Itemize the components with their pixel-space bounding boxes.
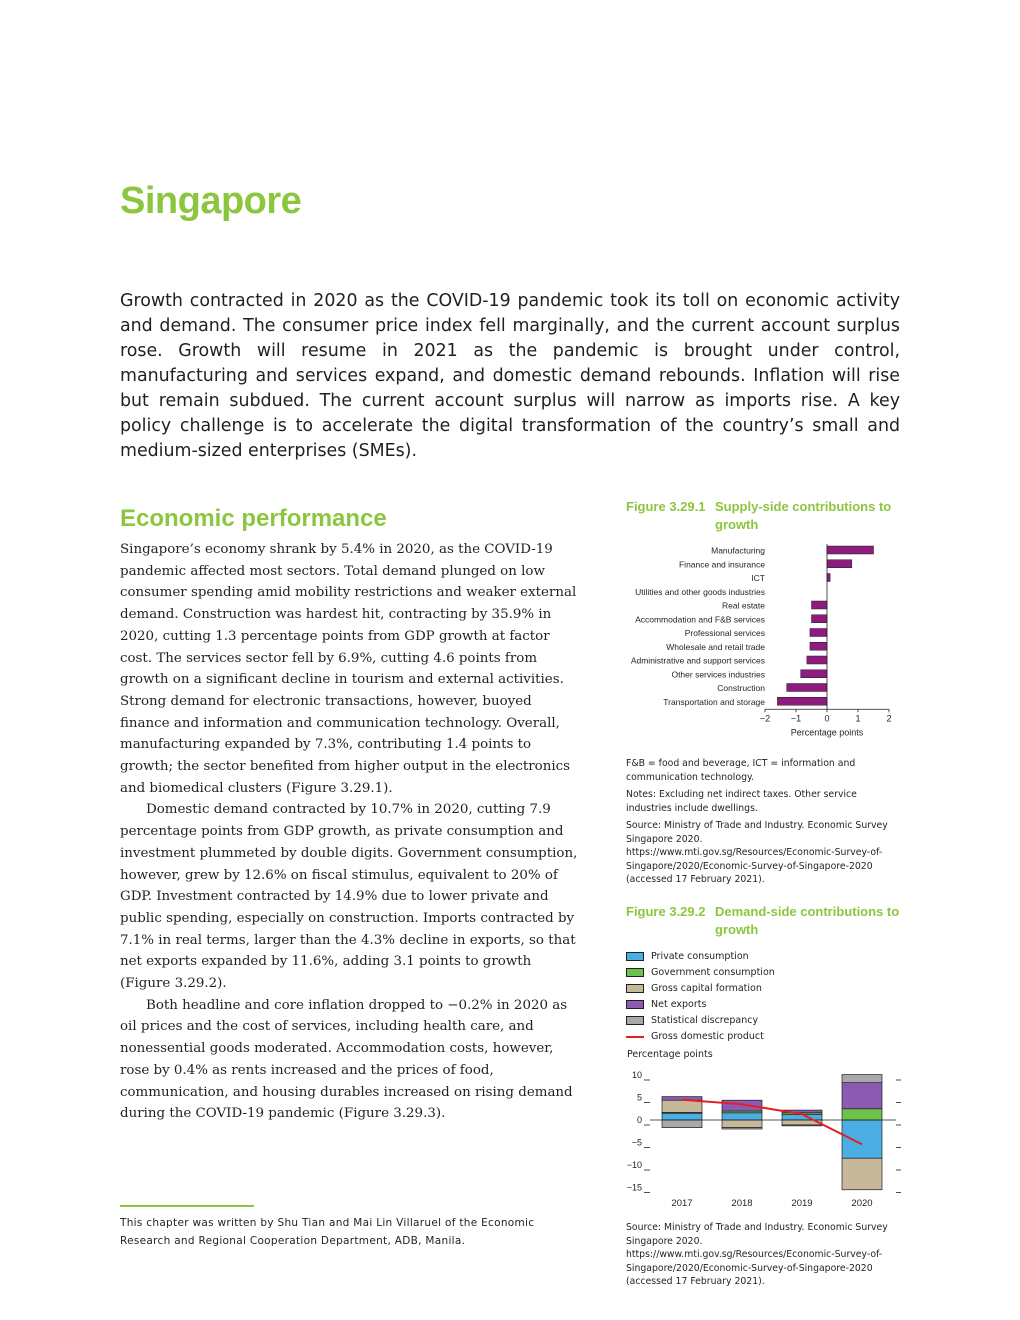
bar (827, 560, 852, 568)
legend-label: Private consumption (651, 951, 749, 962)
legend-label: Net exports (651, 999, 707, 1010)
body-text (120, 539, 582, 1125)
category-label: Professional services (684, 628, 765, 638)
figure-1-number: Figure 3.29.1 (626, 499, 706, 514)
figure-1-notes: Notes: Excluding net indirect taxes. Other service industries include dwellings. (626, 789, 857, 814)
x-tick-label: 2019 (791, 1198, 813, 1209)
bar (827, 546, 874, 554)
legend-swatch (626, 1000, 644, 1009)
x-tick-label: 2018 (731, 1198, 753, 1209)
bar (827, 574, 830, 582)
legend-label: Gross domestic product (651, 1031, 764, 1042)
category-label: Finance and insurance (678, 559, 765, 570)
category-label: Construction (717, 683, 765, 693)
legend-item (626, 1015, 846, 1027)
stacked-bar-segment (842, 1109, 882, 1120)
supply-side-chart (620, 542, 905, 752)
paragraph: Both headline and core inflation dropped to −0.2% in 2020 as oil prices and the cost of services, including health care, and nonessential goods moderated. Accommodation costs, however, rose by 0.4% as rents increased and the prices of food, communication, and housing durables increased on rising demand during the COVID-19 pandemic (Figure 3.29.3). (120, 997, 573, 1122)
category-label: Wholesale and retail trade (666, 641, 765, 652)
figure-1-caption: Supply-side contributions to growth (715, 499, 892, 532)
stacked-bar-segment (662, 1097, 702, 1101)
legend-item (626, 967, 846, 979)
demand-side-chart (620, 1064, 905, 1214)
page-title: Singapore (120, 180, 302, 222)
legend-swatch (626, 984, 644, 993)
x-tick-label: −1 (790, 713, 802, 724)
legend-label: Government consumption (651, 967, 775, 978)
stacked-bar-segment (662, 1100, 702, 1112)
category-label: Real estate (722, 600, 765, 611)
y-tick-label: −15 (626, 1182, 642, 1193)
paragraph: Singapore’s economy shrank by 5.4% in 2020, as the COVID-19 pandemic affected most sectors. Total demand plunged on low consumer spending amid mobility restrictions and weaker external demand. Construction was hardest hit, contracting by 35.9% in 2020, cutting 1.3 percentage points from GDP growth at factor cost. The services sector fell by 6.9%, cutting 4.6 points from growth on a significant decline in tourism and external activities. Strong demand for electronic transactions, however, buoyed finance and information and communication technology. Overall, manufacturing expanded by 7.3%, contributing 1.4 points to growth; the sector benefited from higher output in the electronics and biomedical clusters (Figure 3.29.1). (120, 542, 577, 796)
x-tick-label: 2020 (851, 1198, 873, 1209)
figure-2-caption: Demand-side contributions to growth (715, 904, 900, 937)
stacked-bar-segment (842, 1083, 882, 1109)
x-tick-label: −2 (759, 713, 771, 724)
figure-2-y-label: Percentage points (627, 1049, 713, 1060)
category-label: ICT (751, 573, 765, 583)
bar (801, 670, 827, 678)
y-tick-label: −5 (631, 1137, 642, 1148)
category-label: Transportation and storage (663, 696, 765, 707)
y-tick-label: 0 (636, 1115, 642, 1125)
bar (810, 642, 827, 650)
stacked-bar-segment (722, 1128, 762, 1129)
y-tick-label: 5 (636, 1092, 642, 1103)
figure-1-source: Source: Ministry of Trade and Industry. Economic Survey Singapore 2020. https://www.mti.gov.sg/Resources/Economic-Survey-of-Singapore/2020/Economic-Survey-of-Singapore-2020 (accessed 17 February 2021). (626, 820, 888, 885)
legend-swatch (626, 1016, 644, 1025)
legend-swatch (626, 968, 644, 977)
stacked-bar-segment (722, 1120, 762, 1128)
stacked-bar-segment (782, 1125, 822, 1126)
stacked-bar-segment (662, 1120, 702, 1128)
x-tick-label: 1 (855, 713, 861, 724)
paragraph: Domestic demand contracted by 10.7% in 2020, cutting 7.9 percentage points from GDP growth, as private consumption and investment plummeted by double digits. Government consumption, however, grew by 12.6% on fiscal stimulus, equivalent to 20% of GDP. Investment contracted by 14.9% due to lower private and public spending, especially on construction. Imports contracted by 7.1% in real terms, larger than the 4.3% decline in exports, so that net exports expanded by 11.6%, adding 3.1 points to growth (Figure 3.29.2). (120, 802, 578, 992)
section-heading: Economic performance (120, 505, 387, 532)
x-axis-label: Percentage points (790, 727, 864, 738)
x-tick-label: 2017 (671, 1198, 693, 1209)
legend-label: Statistical discrepancy (651, 1015, 759, 1026)
category-label: Manufacturing (711, 545, 765, 556)
category-label: Administrative and support services (630, 655, 765, 666)
y-tick-label: 10 (631, 1070, 642, 1080)
stacked-bar-segment (842, 1120, 882, 1158)
bar (812, 615, 828, 623)
legend-item (626, 1031, 846, 1043)
chapter-footnote: This chapter was written by Shu Tian and Mai Lin Villaruel of the Economic Research and Regional Cooperation Department, ADB, Manila. (120, 1217, 535, 1247)
stacked-bar-segment (782, 1115, 822, 1120)
bar (787, 684, 827, 692)
x-tick-label: 0 (824, 713, 830, 724)
figure-1-abbreviations: F&B = food and beverage, ICT = information and communication technology. (626, 758, 856, 783)
category-label: Accommodation and F&B services (635, 614, 765, 625)
figure-2-number: Figure 3.29.2 (626, 904, 706, 919)
gdp-line (682, 1100, 862, 1145)
bar (812, 601, 828, 609)
bar (807, 656, 827, 664)
stacked-bar-segment (662, 1113, 702, 1120)
figure-2-source: Source: Ministry of Trade and Industry. Economic Survey Singapore 2020. https://www.mti.gov.sg/Resources/Economic-Survey-of-Singapore/2020/Economic-Survey-of-Singapore-2020 (accessed 17 February 2021). (626, 1222, 888, 1287)
y-tick-label: −10 (626, 1160, 642, 1170)
stacked-bar-segment (722, 1113, 762, 1120)
legend-item (626, 983, 846, 995)
legend-item (626, 999, 846, 1011)
category-label: Other services industries (671, 669, 765, 680)
legend-label: Gross capital formation (651, 983, 762, 994)
legend-item (626, 951, 846, 963)
legend-line (626, 1036, 644, 1038)
legend-swatch (626, 952, 644, 961)
category-label: Utilities and other goods industries (635, 586, 765, 597)
lead-paragraph: Growth contracted in 2020 as the COVID-19 pandemic took its toll on economic activity and demand. The consumer price index fell marginally, and the current account surplus rose. Growth will resume in 2021 as the pandemic is brought under control, manufacturing and services expand, and domestic demand rebounds. Inflation will rise but remain subdued. The current account surplus will narrow as imports rise. A key policy challenge is to accelerate the digital transformation of the country’s small and medium-sized enterprises (SMEs). (120, 291, 900, 461)
x-tick-label: 2 (886, 713, 892, 724)
stacked-bar-segment (842, 1075, 882, 1083)
bar (777, 697, 827, 705)
stacked-bar-segment (842, 1158, 882, 1190)
bar (810, 629, 827, 637)
footnote-rule (120, 1205, 254, 1207)
